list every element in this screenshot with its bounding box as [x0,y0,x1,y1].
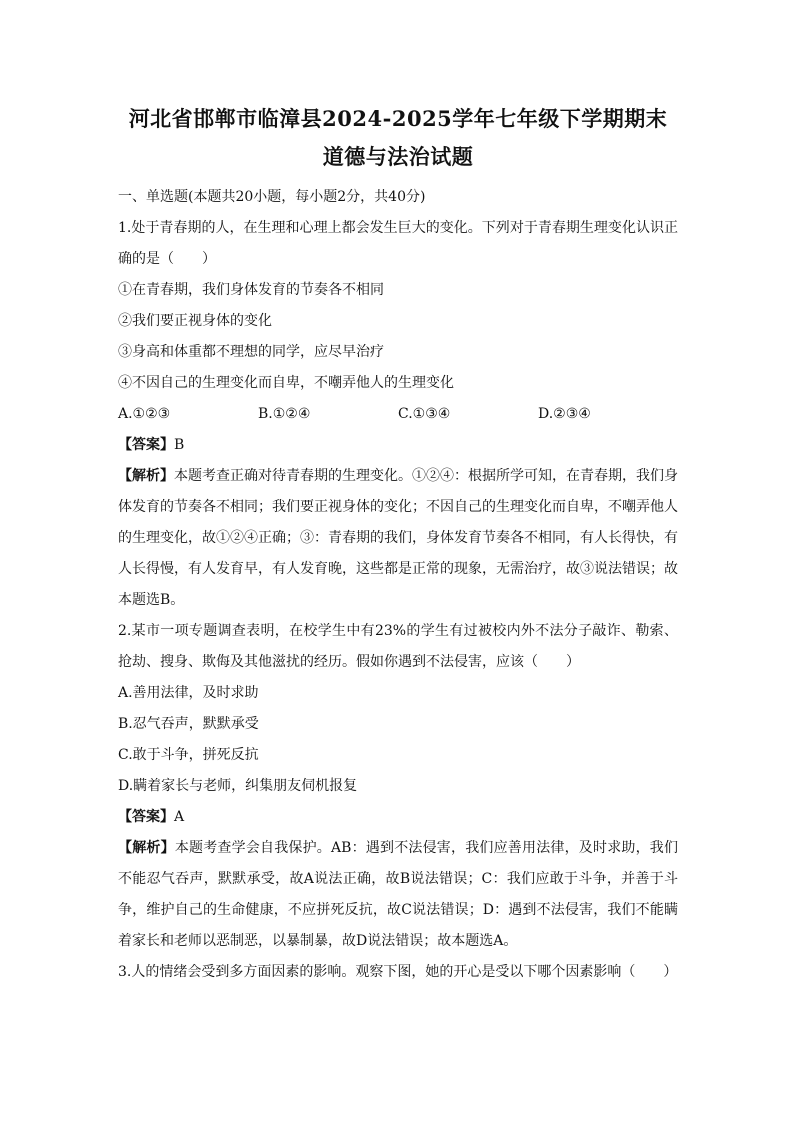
analysis-label: 【解析】 [118,840,175,856]
document-title-line-2: 道德与法治试题 [322,144,474,169]
answer-label: 【答案】 [118,809,174,825]
question-2-option-d: D.瞒着家长与老师，纠集朋友伺机报复 [118,778,358,794]
question-2-stem: 2.某市一项专题调查表明，在校学生中有23%的学生有过被校内外不法分子敲诈、勒索、抢劫、搜身、欺侮及其他滋扰的经历。假如你遇到不法侵害，应该（ ） [118,623,678,670]
question-2-analysis [118,833,678,957]
section-heading: 一、单选题(本题共20小题，每小题2分，共40分) [118,189,426,205]
question-2-option-c: C.敢于斗争，拼死反抗 [118,747,259,763]
question-1-option-d: D.②③④ [538,406,591,422]
answer-value: B [174,437,185,453]
analysis-text: 本题考查正确对待青春期的生理变化。①②④：根据所学可知，在青春期，我们身体发育的节奏各不相同；我们要正视身体的变化；不因自己的生理变化而自卑，不嘲弄他人的生理变化，故①②④正确；③：青春期的我们，身体发育节奏各不相同，有人长得快，有人长得慢，有人发育早，有人发育晚，这些都是正常的现象，无需治疗，故③说法错误；故本题选B。 [118,468,678,608]
question-2-answer [118,802,678,833]
analysis-label: 【解析】 [118,468,174,484]
question-1-analysis [118,461,678,616]
answer-label: 【答案】 [118,437,174,453]
question-1-option-b: B.①②④ [258,406,311,422]
question-1-statement-1: ①在青春期，我们身体发育的节奏各不相同 [118,282,384,298]
question-3-stem: 3.人的情绪会受到多方面因素的影响。观察下图，她的开心是受以下哪个因素影响（ ） [118,964,678,980]
answer-value: A [174,809,185,825]
question-1-statement-4: ④不因自己的生理变化而自卑，不嘲弄他人的生理变化 [118,375,454,391]
question-1-option-c: C.①③④ [398,406,451,422]
question-1-statement-3: ③身高和体重都不理想的同学，应尽早治疗 [118,344,384,360]
analysis-text: 本题考查学会自我保护。AB：遇到不法侵害，我们应善用法律，及时求助，我们不能忍气吞声，默默承受，故A说法正确，故B说法错误；C：我们应敢于斗争，并善于斗争，维护自己的生命健康，不应拼死反抗，故C说法错误；D：遇到不法侵害，我们不能瞒着家长和老师以恶制恶，以暴制暴，故D说法错误；故本题选A。 [118,840,679,949]
document-page [118,100,678,988]
question-1-options [118,399,678,430]
question-2-option-a: A.善用法律，及时求助 [118,685,259,701]
question-1-stem: 1.处于青春期的人，在生理和心理上都会发生巨大的变化。下列对于青春期生理变化认识正确的是（ ） [118,220,678,267]
question-1-statement-2: ②我们要正视身体的变化 [118,313,272,329]
question-1-answer [118,430,678,461]
question-2-option-b: B.忍气吞声，默默承受 [118,716,259,732]
question-1-option-a: A.①②③ [118,406,171,422]
document-title-line-1: 河北省邯郸市临漳县2024-2025学年七年级下学期期末 [128,106,668,131]
